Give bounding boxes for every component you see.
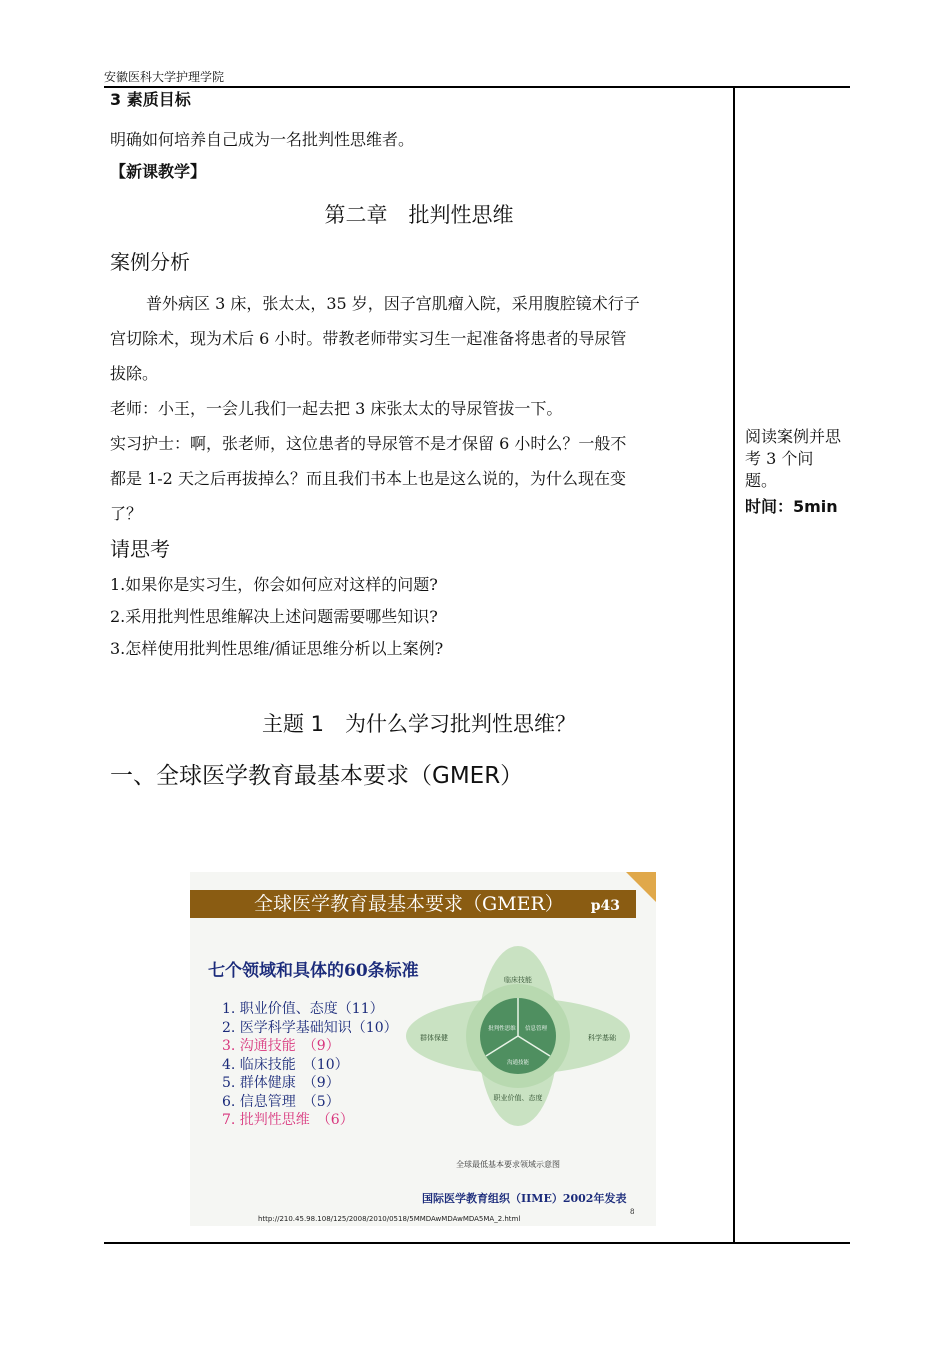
topic-title: 主题 1 为什么学习批判性思维？ (261, 712, 577, 736)
slide-list-item: 7. 批判性思维 （6） (222, 1112, 354, 1128)
case-heading: 案例分析 (110, 250, 190, 274)
slide-list-item: 3. 沟通技能 （9） (222, 1038, 340, 1054)
chapter-title: 第二章 批判性思维 (324, 203, 514, 227)
gmer-domain-diagram (398, 936, 638, 1164)
goal-text: 明确如何培养自己成为一名批判性思维者。 (110, 130, 415, 149)
slide-title-bar (190, 890, 636, 918)
diagram-label-left: 群体保健 (420, 1034, 448, 1042)
case-text (110, 286, 728, 531)
slide-list-item: 4. 临床技能 （10） (222, 1056, 349, 1073)
side-time: 时间：5min (745, 497, 838, 516)
case-line: 实习护士：啊，张老师，这位患者的导尿管不是才保留 6 小时么？一般不 (110, 434, 627, 453)
case-line: 老师：小王，一会儿我们一起去把 3 床张太太的导尿管拔一下。 (110, 399, 563, 418)
page-header: 安徽医科大学护理学院 (104, 70, 225, 84)
new-lesson-label: 【新课教学】 (110, 162, 207, 181)
case-line: 普外病区 3 床，张太太，35 岁，因子宫肌瘤入院，采用腹腔镜术行子 (146, 294, 640, 313)
slide-number: 8 (630, 1208, 635, 1216)
column-divider (733, 87, 735, 1243)
slide-caption: 全球最低基本要求领域示意图 (456, 1160, 560, 1169)
section-title: 一、全球医学教育最基本要求（GMER） (110, 763, 524, 789)
goal-heading: 3 素质目标 (110, 90, 191, 109)
diagram-label-bottom: 职业价值、态度 (493, 1094, 543, 1102)
gmer-slide-image (190, 872, 656, 1226)
slide-publisher: 国际医学教育组织（IIME）2002年发表 (422, 1192, 627, 1205)
slide-list-item: 5. 群体健康 （9） (222, 1075, 340, 1091)
diagram-label-center-left: 批判性思维 (488, 1026, 516, 1032)
diagram-label-top: 临床技能 (504, 976, 532, 984)
side-note (745, 426, 845, 518)
diagram-label-right: 科学基础 (588, 1034, 616, 1042)
slide-title: 全球医学教育最基本要求（GMER） (254, 893, 564, 915)
diagram-label-center-bottom: 沟通技能 (506, 1060, 530, 1066)
case-line: 拔除。 (110, 364, 159, 383)
slide-page-ref: p43 (590, 898, 620, 914)
question-list (110, 569, 728, 665)
side-instruction: 阅读案例并思考 3 个问题。 (745, 427, 842, 490)
question-item: 2.采用批判性思维解决上述问题需要哪些知识? (110, 607, 438, 626)
slide-list-item: 2. 医学科学基础知识（10） (222, 1019, 398, 1036)
case-line: 宫切除术，现为术后 6 小时。带教老师带实习生一起准备将患者的导尿管 (110, 329, 627, 348)
slide-list-item: 6. 信息管理 （5） (222, 1093, 340, 1110)
slide-list-item: 1. 职业价值、态度（11） (222, 1001, 384, 1017)
slide-domain-list (222, 1000, 398, 1130)
slide-url: http://210.45.98.108/125/2008/2010/0518/5MMDAwMDAwMDA5MA_2.html (258, 1215, 521, 1223)
slide-subtitle: 七个领域和具体的60条标准 (208, 961, 419, 981)
case-line: 都是 1-2 天之后再拔掉么？而且我们书本上也是这么说的，为什么现在变 (110, 469, 626, 488)
main-column (110, 88, 728, 793)
diagram-label-center-right: 信息管理 (524, 1026, 548, 1032)
question-item: 3.怎样使用批判性思维/循证思维分析以上案例? (110, 639, 444, 658)
think-heading: 请思考 (110, 537, 170, 561)
case-line: 了？ (110, 504, 143, 523)
bottom-rule (104, 1242, 850, 1244)
question-item: 1.如果你是实习生，你会如何应对这样的问题? (110, 575, 438, 594)
